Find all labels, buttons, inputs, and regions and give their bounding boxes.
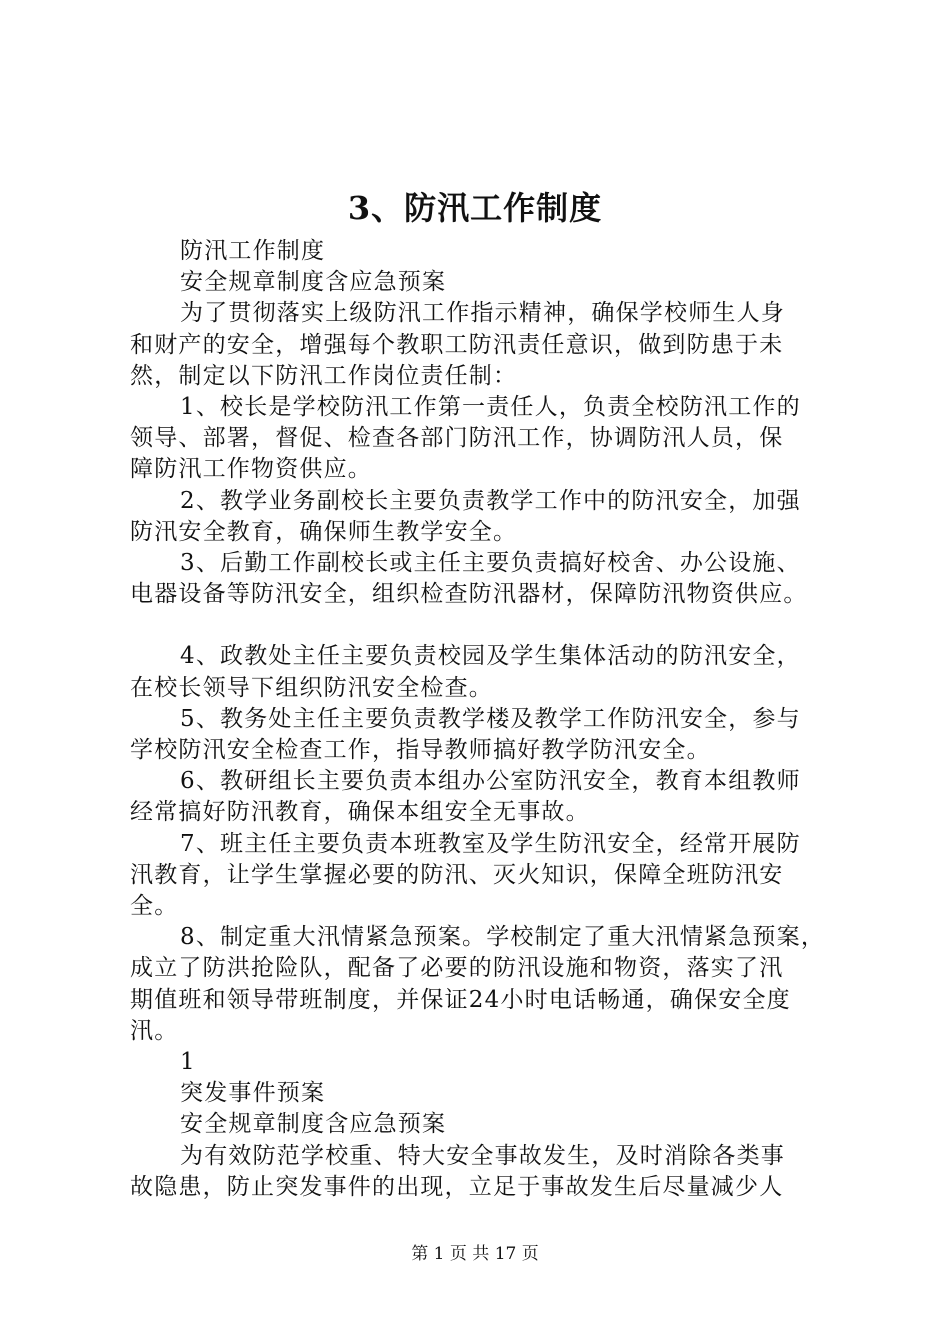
paragraph-line: 2、教学业务副校长主要负责教学工作中的防汛安全，加强: [180, 487, 801, 514]
page-title: 3、防汛工作制度: [347, 189, 603, 227]
paragraph-line: 期值班和领导带班制度，并保证24小时电话畅通，确保安全度: [130, 986, 791, 1013]
section-subheading: 安全规章制度含应急预案: [180, 1111, 447, 1138]
paragraph-line: 4、政教处主任主要负责校园及学生集体活动的防汛安全，: [180, 643, 801, 670]
paragraph-line: 为了贯彻落实上级防汛工作指示精神，确保学校师生人身: [180, 300, 785, 327]
paragraph-line: 防汛安全教育，确保师生教学安全。: [130, 518, 518, 545]
paragraph-line: 全。: [130, 893, 179, 920]
paragraph-line: 7、班主任主要负责本班教室及学生防汛安全，经常开展防: [180, 830, 801, 857]
paragraph-line: 然，制定以下防汛工作岗位责任制：: [130, 362, 518, 389]
paragraph-line: 故隐患，防止突发事件的出现，立足于事故发生后尽量减少人: [130, 1173, 784, 1200]
paragraph-line: 和财产的安全，增强每个教职工防汛责任意识，做到防患于未: [130, 331, 784, 358]
paragraph-line: 在校长领导下组织防汛安全检查。: [130, 674, 493, 701]
paragraph-gap: [130, 610, 850, 641]
page-footer: 第 1 页 共 17 页: [411, 1244, 539, 1264]
paragraph-line: 6、教研组长主要负责本组办公室防汛安全，教育本组教师: [180, 768, 801, 795]
paragraph-line: 3、后勤工作副校长或主任主要负责搞好校舍、办公设施、: [180, 550, 801, 577]
paragraph-line: 为有效防范学校重、特大安全事故发生，及时消除各类事: [180, 1142, 785, 1169]
paragraph-line: 汛。: [130, 1017, 179, 1044]
paragraph-line: 成立了防洪抢险队，配备了必要的防汛设施和物资，落实了汛: [130, 955, 784, 982]
paragraph-line: 领导、部署，督促、检查各部门防汛工作，协调防汛人员，保: [130, 425, 784, 452]
inline-page-number: 1: [180, 1049, 196, 1076]
document-body: [130, 236, 850, 1203]
paragraph-line: 经常搞好防汛教育，确保本组安全无事故。: [130, 799, 590, 826]
paragraph-line: 5、教务处主任主要负责教学楼及教学工作防汛安全，参与: [180, 705, 801, 732]
section-heading: 突发事件预案: [180, 1080, 326, 1107]
paragraph-line: 电器设备等防汛安全，组织检查防汛器材，保障防汛物资供应。: [130, 581, 808, 608]
section-subheading: 安全规章制度含应急预案: [180, 269, 447, 296]
section-heading: 防汛工作制度: [180, 238, 326, 264]
paragraph-line: 学校防汛安全检查工作，指导教师搞好教学防汛安全。: [130, 737, 711, 764]
paragraph-line: 汛教育，让学生掌握必要的防汛、灭火知识，保障全班防汛安: [130, 861, 784, 888]
paragraph-line: 8、制定重大汛情紧急预案。学校制定了重大汛情紧急预案，: [180, 924, 826, 951]
paragraph-line: 1、校长是学校防汛工作第一责任人，负责全校防汛工作的: [180, 394, 801, 421]
paragraph-line: 障防汛工作物资供应。: [130, 456, 372, 483]
